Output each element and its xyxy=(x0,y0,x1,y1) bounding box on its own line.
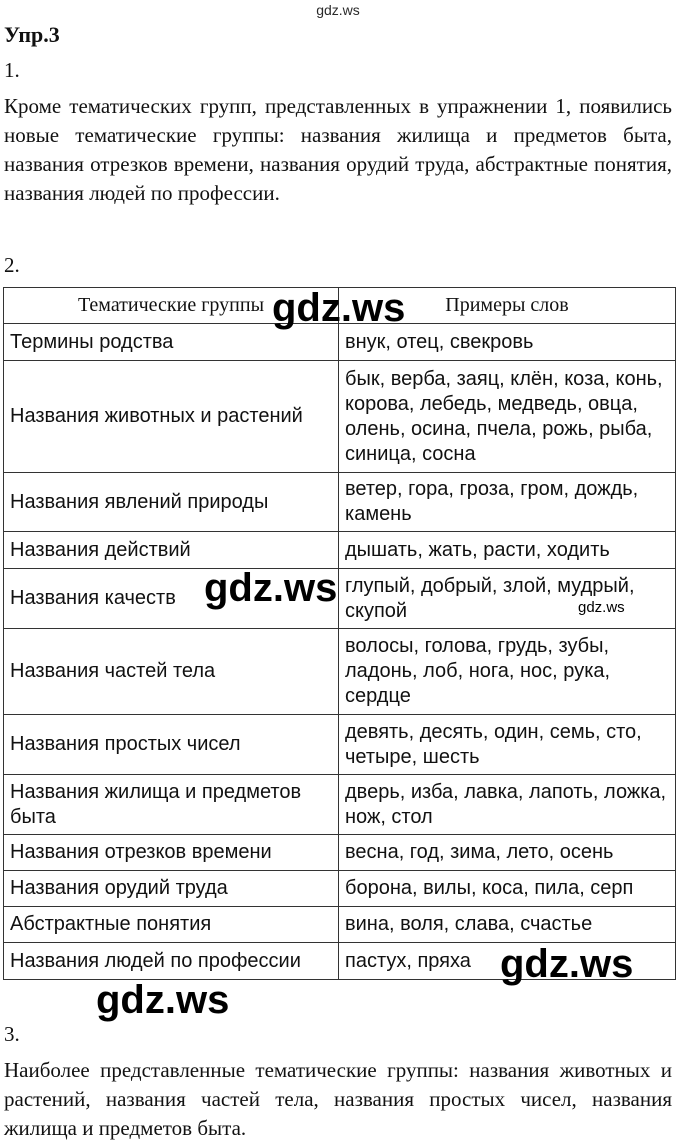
group-cell: Названия животных и растений xyxy=(4,361,339,473)
section-1-number: 1. xyxy=(4,58,20,82)
header-examples: Примеры слов xyxy=(339,288,676,324)
exercise-title: Упр.3 xyxy=(4,22,60,47)
examples-cell: дышать, жать, расти, ходить xyxy=(339,532,676,569)
table-row xyxy=(4,715,676,775)
watermark: gdz.ws xyxy=(204,566,338,610)
group-cell: Названия действий xyxy=(4,532,339,569)
table-row xyxy=(4,629,676,715)
thematic-groups-table xyxy=(3,287,676,980)
watermark: gdz.ws xyxy=(500,942,634,986)
group-cell: Названия людей по профессии xyxy=(4,943,339,980)
watermark: gdz.ws xyxy=(578,599,625,616)
table-row xyxy=(4,775,676,835)
examples-cell: ветер, гора, гроза, гром, дождь, камень xyxy=(339,473,676,532)
examples-cell: девять, десять, один, семь, сто, четыре, шесть xyxy=(339,715,676,775)
section-3-number: 3. xyxy=(4,1022,20,1046)
watermark-top: gdz.ws xyxy=(316,2,360,18)
table-row xyxy=(4,473,676,532)
examples-cell: пастух, пряха xyxy=(339,943,676,980)
table-row xyxy=(4,569,676,629)
group-cell: Названия частей тела xyxy=(4,629,339,715)
examples-cell: волосы, голова, грудь, зубы, ладонь, лоб, нога, нос, рука, сердце xyxy=(339,629,676,715)
examples-cell: весна, год, зима, лето, осень xyxy=(339,835,676,871)
examples-cell: борона, вилы, коса, пила, серп xyxy=(339,871,676,907)
group-cell: Названия орудий труда xyxy=(4,871,339,907)
section-1-text: Кроме тематических групп, представленных в упражнении 1, появились новые тематические группы: названия жилища и предметов быта, названия отрезков времени, названия орудий труда, абстрактные понятия, названия людей по профессии. xyxy=(4,94,672,205)
examples-cell: внук, отец, свекровь xyxy=(339,324,676,361)
table-row xyxy=(4,835,676,871)
examples-cell: бык, верба, заяц, клён, коза, конь, корова, лебедь, медведь, овца, олень, осина, пчела, рожь, рыба, синица, сосна xyxy=(339,361,676,473)
table-row xyxy=(4,361,676,473)
examples-cell: дверь, изба, лавка, лапоть, ложка, нож, стол xyxy=(339,775,676,835)
group-cell: Абстрактные понятия xyxy=(4,907,339,943)
table-row xyxy=(4,871,676,907)
group-cell: Названия жилища и предметов быта xyxy=(4,775,339,835)
watermark: gdz.ws xyxy=(272,286,406,330)
table-row xyxy=(4,907,676,943)
group-cell: Названия явлений природы xyxy=(4,473,339,532)
table-row xyxy=(4,532,676,569)
group-cell: Названия качеств xyxy=(4,569,339,629)
watermark: gdz.ws xyxy=(96,978,230,1022)
examples-cell: глупый, добрый, злой, мудрый, скупой xyxy=(339,569,676,629)
group-cell: Названия отрезков времени xyxy=(4,835,339,871)
section-2-number: 2. xyxy=(4,253,20,277)
examples-cell: вина, воля, слава, счастье xyxy=(339,907,676,943)
group-cell: Термины родства xyxy=(4,324,339,361)
section-3-text: Наиболее представленные тематические группы: названия животных и растений, названия частей тела, названия простых чисел, названия жилища и предметов быта. xyxy=(4,1058,672,1140)
header-groups: Тематические группы xyxy=(4,288,339,324)
group-cell: Названия простых чисел xyxy=(4,715,339,775)
